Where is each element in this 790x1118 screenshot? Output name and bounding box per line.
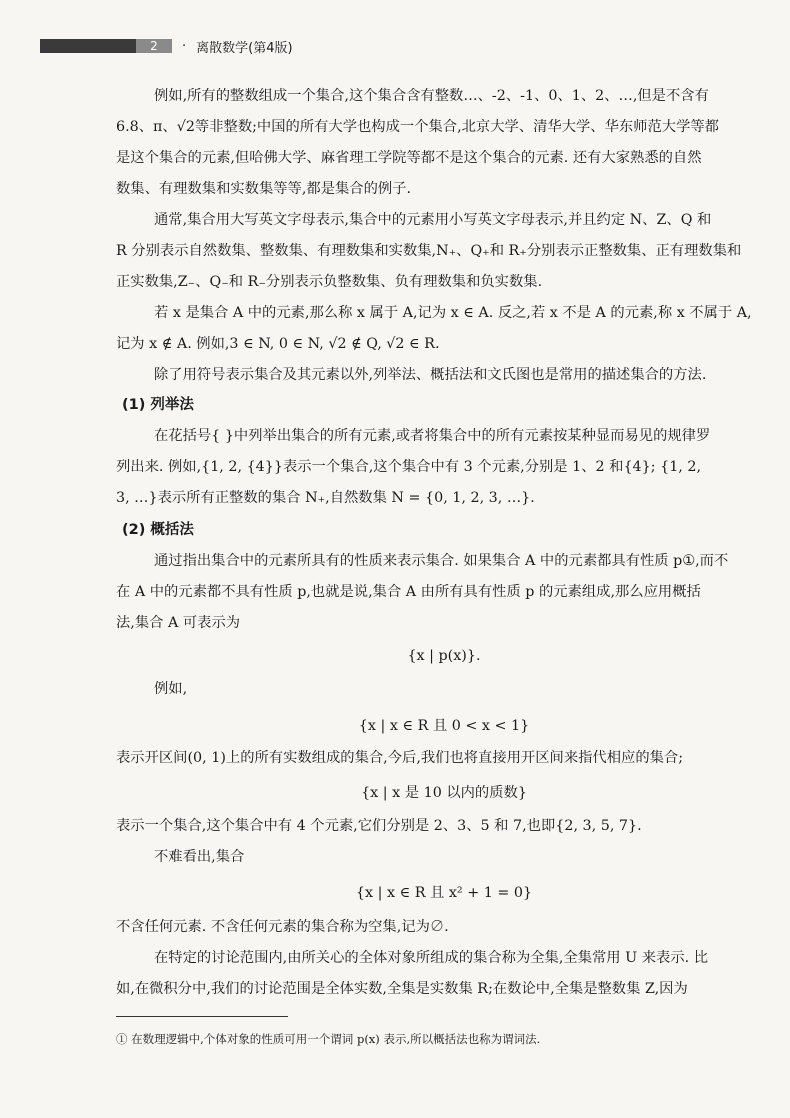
text-line: 例如,所有的整数组成一个集合,这个集合含有整数…、-2、-1、0、1、2、…,但是不含有 bbox=[154, 88, 709, 104]
running-header bbox=[40, 36, 293, 56]
text-line: 列出来. 例如,{1, 2, {4}}表示一个集合,这个集合中有 3 个元素,分别是 1、2 和{4}; {1, 2, bbox=[116, 459, 702, 475]
text-line: 表示开区间(0, 1)上的所有实数组成的集合,今后,我们也将直接用开区间来指代相应的集合; bbox=[116, 750, 684, 766]
page-number: 2 bbox=[136, 39, 172, 53]
text-line: 记为 x ∉ A. 例如,3 ∈ N, 0 ∈ N, √2 ∉ Q, √2 ∈ R. bbox=[116, 336, 440, 352]
text-line: 数集、有理数集和实数集等等,都是集合的例子. bbox=[116, 181, 412, 197]
text-line: 例如, bbox=[154, 681, 188, 697]
text-line: 表示一个集合,这个集合中有 4 个元素,它们分别是 2、3、5 和 7,也即{2, 3, 5, 7}. bbox=[116, 818, 642, 834]
text-line: 正实数集,Z₋、Q₋和 R₋分别表示负整数集、负有理数集和负实数集. bbox=[116, 274, 543, 290]
text-line: 在花括号{ }中列举出集合的所有元素,或者将集合中的所有元素按某种显而易见的规律罗 bbox=[154, 428, 711, 444]
text-line: 如,在微积分中,我们的讨论范围是全体实数,全集是实数集 R;在数论中,全集是整数集 Z,因为 bbox=[116, 981, 688, 997]
text-line: 3, …}表示所有正整数的集合 N₊,自然数集 N = {0, 1, 2, 3, …}. bbox=[116, 490, 535, 506]
section-heading: (2) 概括法 bbox=[122, 522, 194, 538]
text-line: 除了用符号表示集合及其元素以外,列举法、概括法和文氏图也是常用的描述集合的方法. bbox=[154, 367, 707, 383]
text-line: 通常,集合用大写英文字母表示,集合中的元素用小写英文字母表示,并且约定 N、Z、Q 和 bbox=[154, 212, 712, 228]
text-line: 6.8、π、√2等非整数;中国的所有大学也构成一个集合,北京大学、清华大学、华东师范大学等都 bbox=[116, 119, 719, 135]
text-line: 通过指出集合中的元素所具有的性质来表示集合. 如果集合 A 中的元素都具有性质 p①,而不 bbox=[154, 553, 729, 569]
text-line: 若 x 是集合 A 中的元素,那么称 x 属于 A,记为 x ∈ A. 反之,若 x 不是 A 的元素,称 x 不属于 A, bbox=[154, 305, 752, 321]
text-line: 不难看出,集合 bbox=[154, 849, 245, 865]
footnote: ① 在数理逻辑中,个体对象的性质可用一个谓词 p(x) 表示,所以概括法也称为谓词法. bbox=[116, 1032, 541, 1046]
text-line: 在 A 中的元素都不具有性质 p,也就是说,集合 A 由所有具有性质 p 的元素组成,那么应用概括 bbox=[116, 584, 701, 600]
text-line: R 分别表示自然数集、整数集、有理数集和实数集,N₊、Q₊和 R₊分别表示正整数集、正有理数集和 bbox=[116, 243, 742, 259]
formula: {x | x ∈ R 且 0 < x < 1} bbox=[358, 718, 530, 734]
formula: {x | x 是 10 以内的质数} bbox=[361, 785, 527, 801]
header-bar bbox=[40, 39, 136, 53]
header-separator: · bbox=[182, 38, 187, 54]
formula: {x | p(x)}. bbox=[407, 648, 481, 664]
book-title: 离散数学(第4版) bbox=[196, 40, 293, 56]
text-line: 不含任何元素. 不含任何元素的集合称为空集,记为∅. bbox=[116, 919, 449, 935]
text-line: 是这个集合的元素,但哈佛大学、麻省理工学院等都不是这个集合的元素. 还有大家熟悉的自然 bbox=[116, 150, 702, 166]
section-heading: (1) 列举法 bbox=[122, 397, 194, 413]
footnote-rule bbox=[116, 1016, 288, 1017]
text-line: 在特定的讨论范围内,由所关心的全体对象所组成的集合称为全集,全集常用 U 来表示. 比 bbox=[154, 950, 709, 966]
text-line: 法,集合 A 可表示为 bbox=[116, 615, 241, 631]
formula: {x | x ∈ R 且 x² + 1 = 0} bbox=[355, 885, 533, 901]
